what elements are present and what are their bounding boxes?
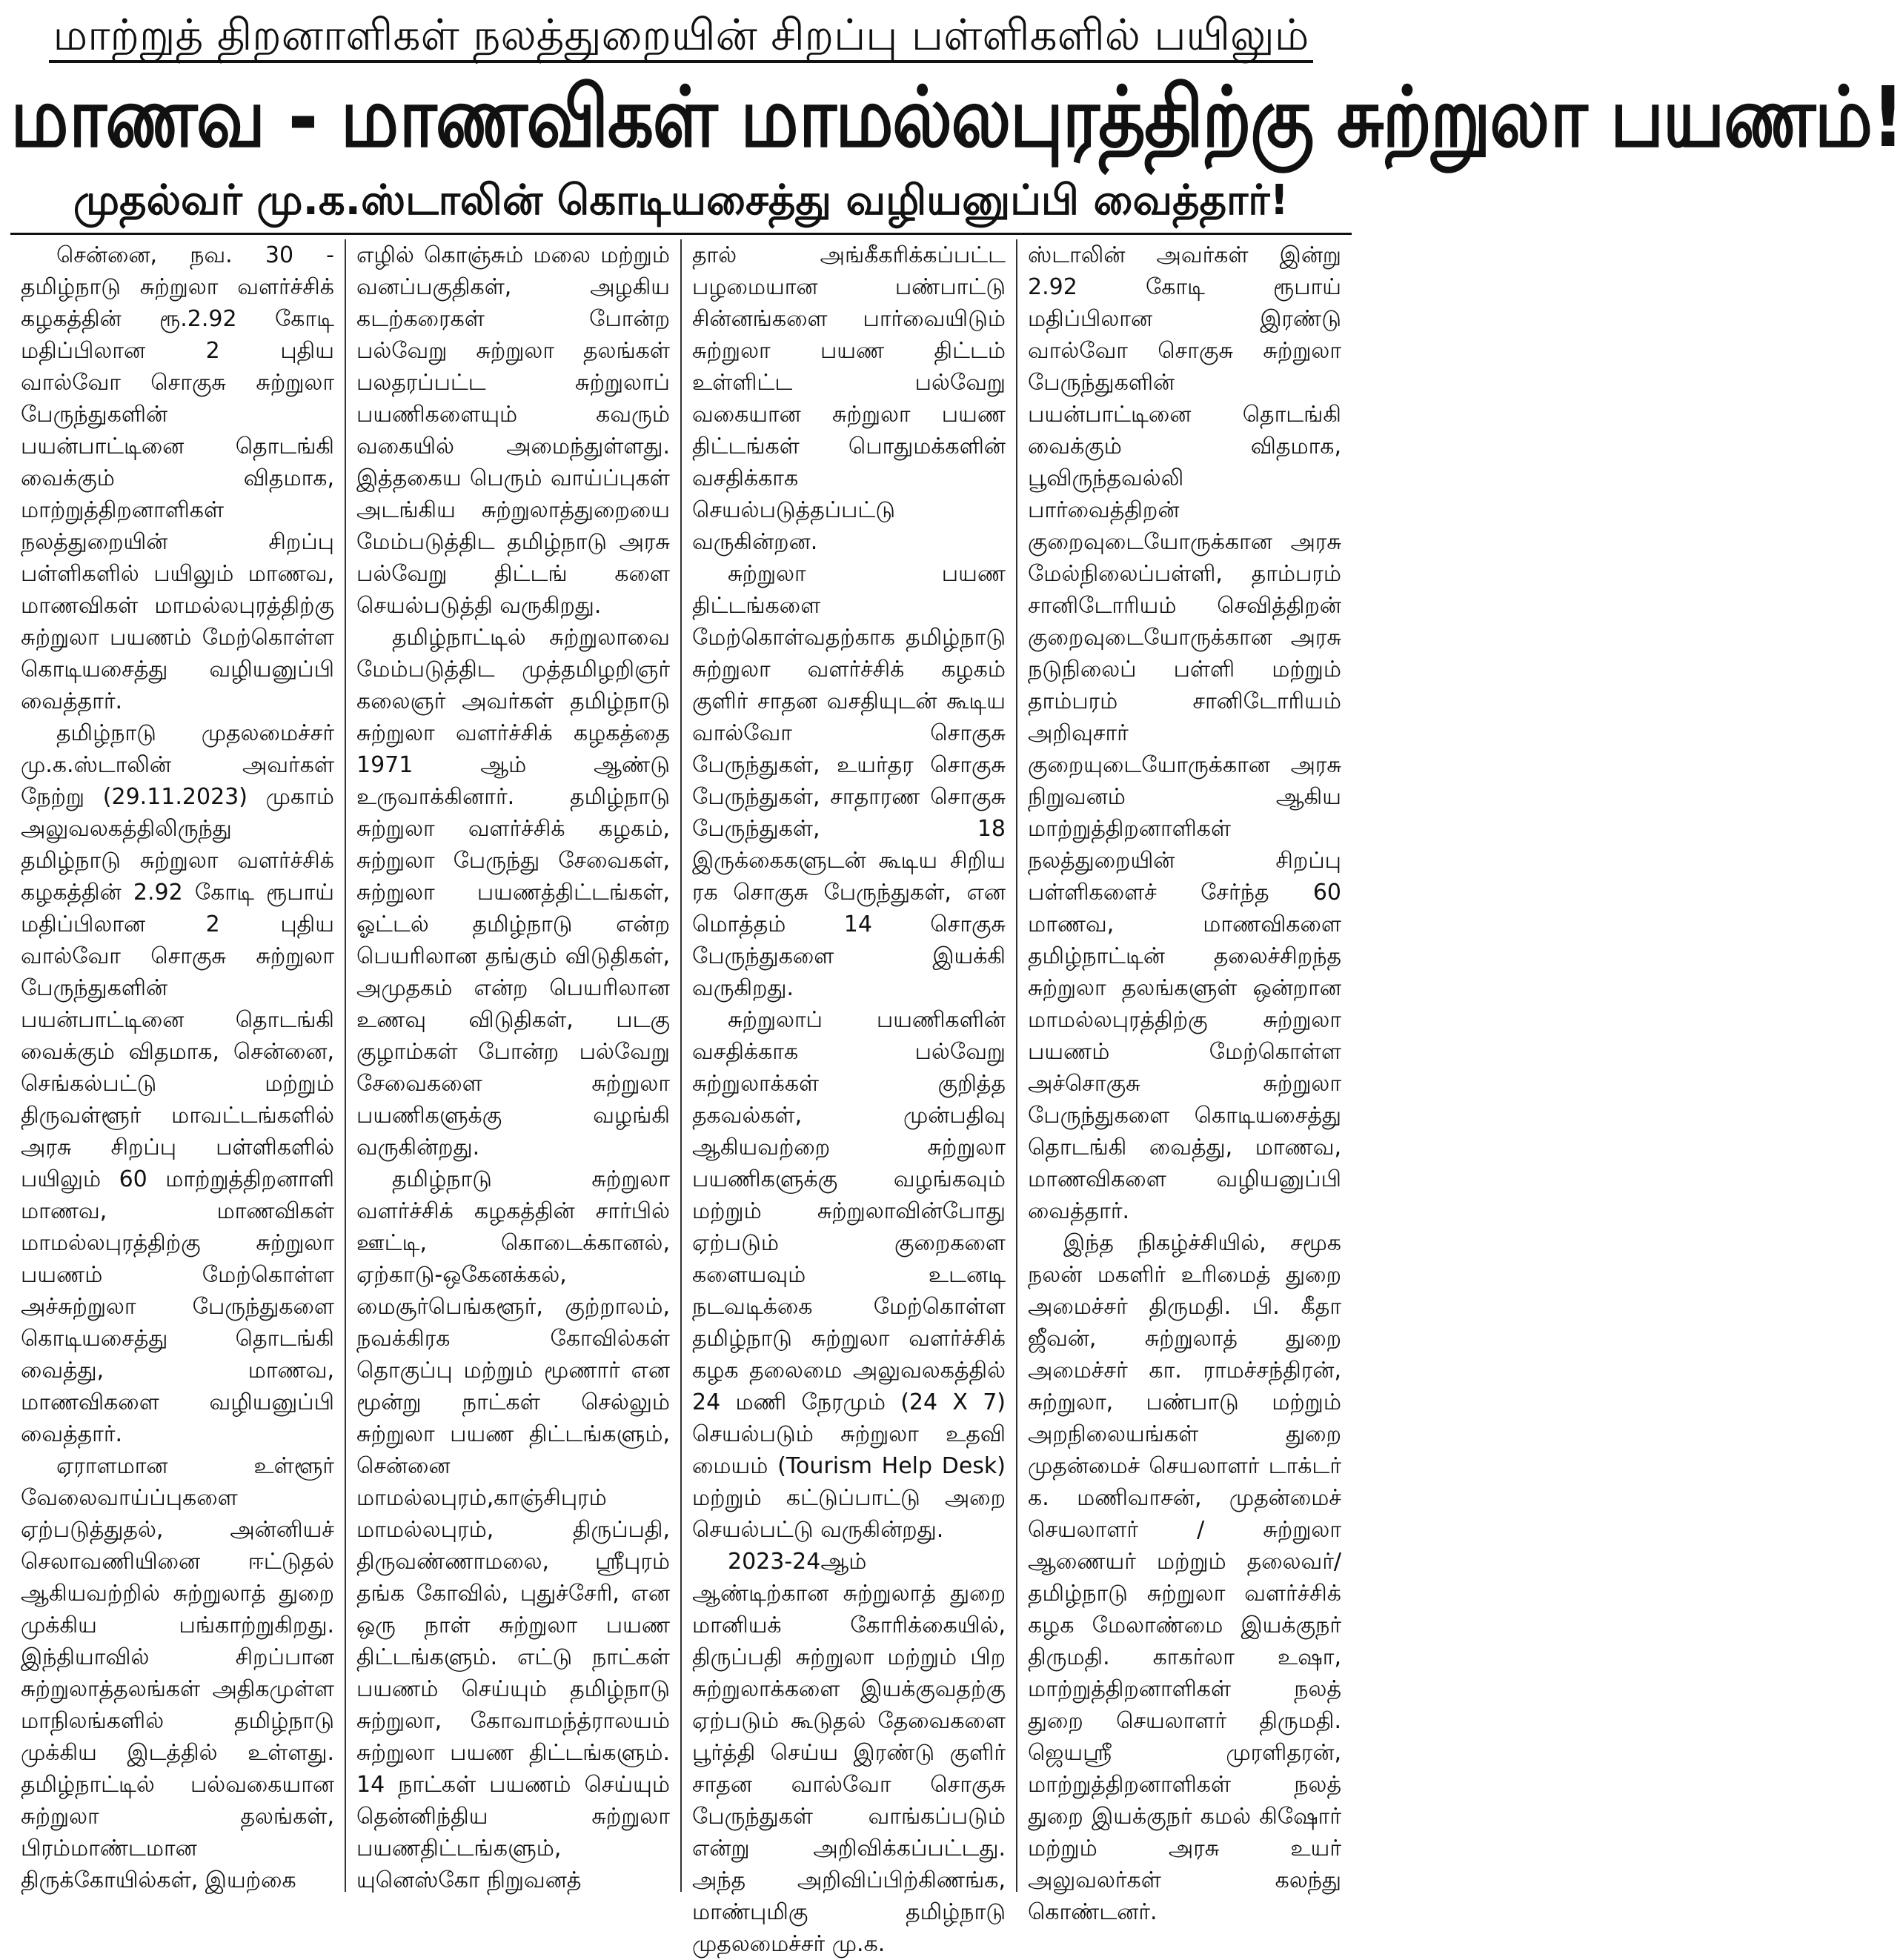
- column-1: [10, 239, 345, 1892]
- paragraph: தமிழ்நாடு சுற்றுலா வளர்ச்சிக் கழகத்தின் சார்பில் ஊட்டி, கொடைக்கானல், ஏற்காடு-ஒகேனக்கல், மைசூர்பெங்களூர், குற்றாலம், நவக்கிரக கோவில்கள் தொகுப்பு மற்றும் மூணார் என மூன்று நாட்கள் செல்லும் சுற்றுலா பயண திட்டங்களும், சென்னை மாமல்லபுரம்,காஞ்சிபுரம் மாமல்லபுரம், திருப்பதி, திருவண்ணாமலை, ஸ்ரீபுரம் தங்க கோவில், புதுச்சேரி, என ஒரு நாள் சுற்றுலா பயண திட்டங்களும். எட்டு நாட்கள் பயணம் செய்யும் தமிழ்நாடு சுற்றுலா, கோவாமந்த்ராலயம் சுற்றுலா பயண திட்டங்களும். 14 நாட்கள் பயணம் செய்யும் தென்னிந்திய சுற்றுலா பயணதிட்டங்களும், யுனெஸ்கோ நிறுவனத்: [356, 1166, 670, 1893]
- paragraph: தால் அங்கீகரிக்கப்பட்ட பழமையான பண்பாட்டு சின்னங்களை பார்வையிடும் சுற்றுலா பயண திட்டம் உள்ளிட்ட பல்வேறு வகையான சுற்றுலா பயண திட்டங்கள் பொதுமக்களின் வசதிக்காக செயல்படுத்தப்பட்டு வருகின்றன.: [692, 242, 1006, 555]
- kicker-text: மாற்றுத் திறனாளிகள் நலத்துறையின் சிறப்பு பள்ளிகளில் பயிலும்: [49, 10, 1314, 63]
- article-columns: [10, 239, 1352, 1957]
- header-rule: [10, 233, 1352, 235]
- paragraph: சுற்றுலாப் பயணிகளின் வசதிக்காக பல்வேறு சுற்றுலாக்கள் குறித்த தகவல்கள், முன்பதிவு ஆகியவற்றை சுற்றுலா பயணிகளுக்கு வழங்கவும் மற்றும் சுற்றுலாவின்போது ஏற்படும் குறைகளை களையவும் உடனடி நடவடிக்கை மேற்கொள்ள தமிழ்நாடு சுற்றுலா வளர்ச்சிக் கழக தலைமை அலுவலகத்தில் 24 மணி நேரமும் (24 X 7) செயல்படும் சுற்றுலா உதவி மையம் (Tourism Help Desk) மற்றும் கட்டுப்பாட்டு அறை செயல்பட்டு வருகின்றது.: [692, 1007, 1006, 1543]
- column-4: [1016, 239, 1352, 1925]
- paragraph: தமிழ்நாடு முதலமைச்சர் மு.க.ஸ்டாலின் அவர்கள் நேற்று (29.11.2023) முகாம் அலுவலகத்திலிருந்து தமிழ்நாடு சுற்றுலா வளர்ச்சிக் கழகத்தின் 2.92 கோடி ரூபாய் மதிப்பிலான 2 புதிய வால்வோ சொகுசு சுற்றுலா பேருந்துகளின் பயன்பாட்டினை தொடங்கி வைக்கும் விதமாக, சென்னை, செங்கல்பட்டு மற்றும் திருவள்ளூர் மாவட்டங்களில் அரசு சிறப்பு பள்ளிகளில் பயிலும் 60 மாற்றுத்திறனாளி மாணவ, மாணவிகள் மாமல்லபுரத்திற்கு சுற்றுலா பயணம் மேற்கொள்ள அச்சுற்றுலா பேருந்துகளை கொடியசைத்து தொடங்கி வைத்து, மாணவ, மாணவிகளை வழியனுப்பி வைத்தார்.: [21, 720, 334, 1447]
- paragraph: ஏராளமான உள்ளூர் வேலைவாய்ப்புகளை ஏற்படுத்துதல், அன்னியச் செலாவணியினை ஈட்டுதல் ஆகியவற்றில் சுற்றுலாத் துறை முக்கிய பங்காற்றுகிறது. இந்தியாவில் சிறப்பான சுற்றுலாத்தலங்கள் அதிகமுள்ள மாநிலங்களில் தமிழ்நாடு முக்கிய இடத்தில் உள்ளது. தமிழ்நாட்டில் பல்வகையான சுற்றுலா தலங்கள், பிரம்மாண்டமான திருக்கோயில்கள், இயற்கை: [21, 1453, 334, 1893]
- paragraph: தமிழ்நாட்டில் சுற்றுலாவை மேம்படுத்திட முத்தமிழறிஞர் கலைஞர் அவர்கள் தமிழ்நாடு சுற்றுலா வளர்ச்சிக் கழகத்தை 1971 ஆம் ஆண்டு உருவாக்கினார். தமிழ்நாடு சுற்றுலா வளர்ச்சிக் கழகம், சுற்றுலா பேருந்து சேவைகள், சுற்றுலா பயணத்திட்டங்கள், ஓட்டல் தமிழ்நாடு என்ற பெயரிலான தங்கும் விடுதிகள், அமுதகம் என்ற பெயரிலான உணவு விடுதிகள், படகு குழாம்கள் போன்ற பல்வேறு சேவைகளை சுற்றுலா பயணிகளுக்கு வழங்கி வருகின்றது.: [356, 625, 670, 1160]
- paragraph: 2023-24ஆம் ஆண்டிற்கான சுற்றுலாத் துறை மானியக் கோரிக்கையில், திருப்பதி சுற்றுலா மற்றும் பிற சுற்றுலாக்களை இயக்குவதற்கு ஏற்படும் கூடுதல் தேவைகளை பூர்த்தி செய்ய இரண்டு குளிர் சாதன வால்வோ சொகுசு பேருந்துகள் வாங்கப்படும் என்று அறிவிக்கப்பட்டது. அந்த அறிவிப்பிற்கிணங்க, மாண்புமிகு தமிழ்நாடு முதலமைச்சர் மு.க.: [692, 1549, 1006, 1957]
- headline: மாணவ - மாணவிகள் மாமல்லபுரத்திற்கு சுற்றுலா பயணம்!: [10, 69, 1903, 167]
- subheadline: முதல்வர் மு.க.ஸ்டாலின் கொடியசைத்து வழியனுப்பி வைத்தார்!: [73, 176, 1289, 225]
- paragraph: சென்னை, நவ. 30 - தமிழ்நாடு சுற்றுலா வளர்ச்சிக் கழகத்தின் ரூ.2.92 கோடி மதிப்பிலான 2 புதிய வால்வோ சொகுசு சுற்றுலா பேருந்துகளின் பயன்பாட்டினை தொடங்கி வைக்கும் விதமாக, மாற்றுத்திறனாளிகள் நலத்துறையின் சிறப்பு பள்ளிகளில் பயிலும் மாணவ, மாணவிகள் மாமல்லபுரத்திற்கு சுற்றுலா பயணம் மேற்கொள்ள கொடியசைத்து வழியனுப்பி வைத்தார்.: [21, 242, 334, 714]
- paragraph: ஸ்டாலின் அவர்கள் இன்று 2.92 கோடி ரூபாய் மதிப்பிலான இரண்டு வால்வோ சொகுசு சுற்றுலா பேருந்துகளின் பயன்பாட்டினை தொடங்கி வைக்கும் விதமாக, பூவிருந்தவல்லி பார்வைத்திறன் குறைவுடையோருக்கான அரசு மேல்நிலைப்பள்ளி, தாம்பரம் சானிடோரியம் செவித்திறன் குறைவுடையோருக்கான அரசு நடுநிலைப் பள்ளி மற்றும் தாம்பரம் சானிடோரியம் அறிவுசார் குறையுடையோருக்கான அரசு நிறுவனம் ஆகிய மாற்றுத்திறனாளிகள் நலத்துறையின் சிறப்பு பள்ளிகளைச் சேர்ந்த 60 மாணவ, மாணவிகளை தமிழ்நாட்டின் தலைச்சிறந்த சுற்றுலா தலங்களுள் ஒன்றான மாமல்லபுரத்திற்கு சுற்றுலா பயணம் மேற்கொள்ள அச்சொகுசு சுற்றுலா பேருந்துகளை கொடியசைத்து தொடங்கி வைத்து, மாணவ, மாணவிகளை வழியனுப்பி வைத்தார்.: [1028, 242, 1341, 1224]
- column-3: [680, 239, 1016, 1957]
- column-2: [345, 239, 680, 1892]
- paragraph: இந்த நிகழ்ச்சியில், சமூக நலன் மகளிர் உரிமைத் துறை அமைச்சர் திருமதி. பி. கீதா ஜீவன், சுற்றுலாத் துறை அமைச்சர் கா. ராமச்சந்திரன், சுற்றுலா, பண்பாடு மற்றும் அறநிலையங்கள் துறை முதன்மைச் செயலாளர் டாக்டர் க. மணிவாசன், முதன்மைச் செயலாளர் / சுற்றுலா ஆணையர் மற்றும் தலைவர்/ தமிழ்நாடு சுற்றுலா வளர்ச்சிக் கழக மேலாண்மை இயக்குநர் திருமதி. காகர்லா உஷா, மாற்றுத்திறனாளிகள் நலத் துறை செயலாளர் திருமதி. ஜெயஸ்ரீ முரளிதரன், மாற்றுத்திறனாளிகள் நலத் துறை இயக்குநர் கமல் கிஷோர் மற்றும் அரசு உயர் அலுவலர்கள் கலந்து கொண்டனர்.: [1028, 1230, 1341, 1925]
- paragraph: எழில் கொஞ்சும் மலை மற்றும் வனப்பகுதிகள், அழகிய கடற்கரைகள் போன்ற பல்வேறு சுற்றுலா தலங்கள் பலதரப்பட்ட சுற்றுலாப் பயணிகளையும் கவரும் வகையில் அமைந்துள்ளது. இத்தகைய பெரும் வாய்ப்புகள் அடங்கிய சுற்றுலாத்துறையை மேம்படுத்திட தமிழ்நாடு அரசு பல்வேறு திட்டங் களை செயல்படுத்தி வருகிறது.: [356, 242, 670, 619]
- paragraph: சுற்றுலா பயண திட்டங்களை மேற்கொள்வதற்காக தமிழ்நாடு சுற்றுலா வளர்ச்சிக் கழகம் குளிர் சாதன வசதியுடன் கூடிய வால்வோ சொகுசு பேருந்துகள், உயர்தர சொகுசு பேருந்துகள், சாதாரண சொகுசு பேருந்துகள், 18 இருக்கைகளுடன் கூடிய சிறிய ரக சொகுசு பேருந்துகள், என மொத்தம் 14 சொகுசு பேருந்துகளை இயக்கி வருகிறது.: [692, 561, 1006, 1001]
